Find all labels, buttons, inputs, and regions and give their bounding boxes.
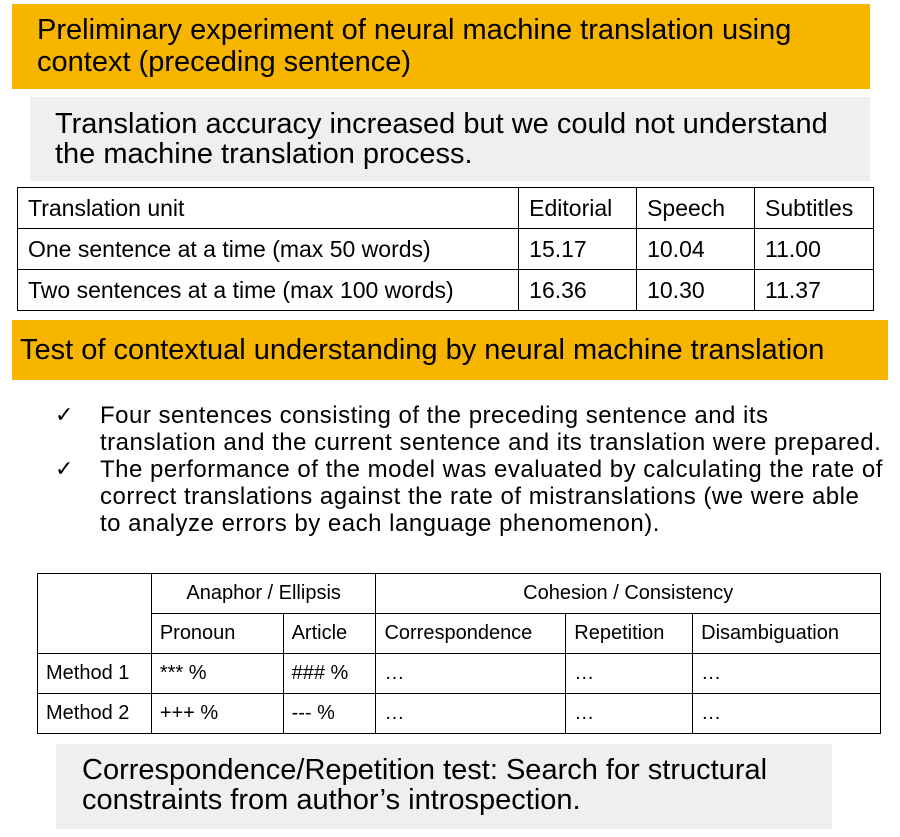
sub-header-cell: Article (283, 614, 376, 654)
section1-note-box (30, 97, 870, 181)
group-header-cohesion: Cohesion / Consistency (376, 574, 881, 614)
checkmark-icon: ✓ (55, 457, 74, 482)
table-row (38, 654, 881, 694)
section2-banner (12, 320, 888, 380)
empty-corner-cell (38, 574, 152, 654)
list-item (55, 456, 885, 537)
table-cell: One sentence at a time (max 50 words) (18, 229, 519, 270)
table-cell: +++ % (151, 694, 283, 734)
footer-note-box (56, 744, 832, 829)
table-header-row (18, 188, 874, 229)
row-label: Method 2 (38, 694, 152, 734)
table-cell: 16.36 (519, 270, 637, 311)
group-header-row (38, 574, 881, 614)
table-cell: ### % (283, 654, 376, 694)
sub-header-cell: Pronoun (151, 614, 283, 654)
header-cell: Subtitles (755, 188, 874, 229)
table-cell: 10.04 (637, 229, 755, 270)
list-item (55, 402, 885, 456)
section1-title: Preliminary experiment of neural machine translation using context (preceding sentence) (37, 14, 792, 78)
row-label: Method 1 (38, 654, 152, 694)
table-cell: … (693, 694, 881, 734)
table-cell: … (566, 694, 693, 734)
group-header-anaphor: Anaphor / Ellipsis (151, 574, 376, 614)
table-cell: *** % (151, 654, 283, 694)
checkmark-icon: ✓ (55, 403, 74, 428)
table-row (18, 270, 874, 311)
bullet-list (55, 402, 885, 537)
table-row (18, 229, 874, 270)
table-cell: 11.00 (755, 229, 874, 270)
table-cell: … (566, 654, 693, 694)
bullet-text: The performance of the model was evaluated by calculating the rate of correct translations against the rate of mistranslations (we were able to analyze errors by each language phenomenon). (100, 456, 883, 537)
section1-note: Translation accuracy increased but we could not understand the machine translation process. (55, 108, 828, 170)
table-cell: 11.37 (755, 270, 874, 311)
translation-unit-table (17, 187, 874, 311)
table-cell: Two sentences at a time (max 100 words) (18, 270, 519, 311)
header-cell: Translation unit (18, 188, 519, 229)
table-cell: --- % (283, 694, 376, 734)
section2-title: Test of contextual understanding by neural machine translation (20, 334, 825, 366)
header-cell: Speech (637, 188, 755, 229)
footer-note: Correspondence/Repetition test: Search for structural constraints from author’s introspection. (82, 754, 768, 816)
section1-banner (12, 4, 870, 89)
table-row (38, 694, 881, 734)
evaluation-table (37, 573, 881, 734)
sub-header-cell: Disambiguation (693, 614, 881, 654)
table-cell: 10.30 (637, 270, 755, 311)
sub-header-cell: Repetition (566, 614, 693, 654)
table-cell: 15.17 (519, 229, 637, 270)
bullet-text: Four sentences consisting of the preceding sentence and its translation and the current sentence and its translation were prepared. (100, 402, 882, 456)
sub-header-cell: Correspondence (376, 614, 566, 654)
table-cell: … (376, 694, 566, 734)
table-cell: … (693, 654, 881, 694)
table-cell: … (376, 654, 566, 694)
header-cell: Editorial (519, 188, 637, 229)
sub-header-row (38, 614, 881, 654)
